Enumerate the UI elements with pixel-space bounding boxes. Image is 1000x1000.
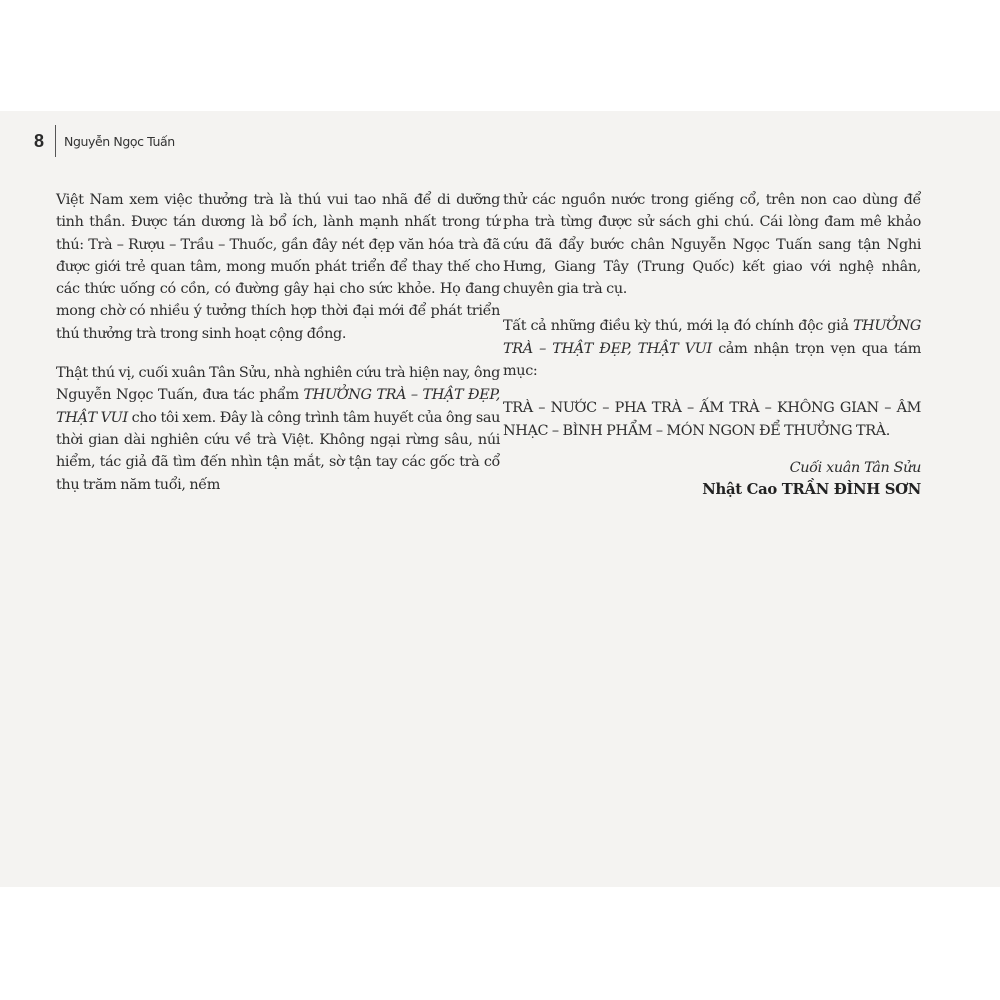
header-divider [55, 125, 56, 157]
text-segment: Thật thú vị, cuối xuân Tân Sửu, nhà nghiên cứu trà hiện nay, ông Nguyễn Ngọc Tuấn, đưa tác phẩm [56, 365, 500, 404]
text-segment: Tất cả những điều kỳ thú, mới lạ đó chính độc giả [503, 318, 853, 335]
paragraph-book-presentation [56, 362, 500, 496]
paragraph-intro: Việt Nam xem việc thưởng trà là thú vui tao nhã để di dưỡng tinh thần. Được tán dương là bổ ích, lành mạnh nhất trong tứ thú: Trà – Rượu – Trầu – Thuốc, gần đây nét đẹp văn hóa trà đã được giới trẻ quan tâm, mong muốn phát triển để thay thế cho các thức uống có cồn, có đường gây hại cho sức khỏe. Họ đang mong chờ có nhiều ý tưởng thích hợp thời đại mới để phát triển thú thưởng trà trong sinh hoạt cộng đồng. [56, 192, 500, 342]
book-page [0, 111, 1000, 887]
signature-block [503, 457, 921, 501]
book-title-italic: THƯỞNG TRÀ – THẬT ĐẸP, THẬT VUI [503, 318, 921, 357]
left-column [56, 189, 500, 496]
signature-author: Nhật Cao TRẦN ĐÌNH SƠN [702, 480, 921, 498]
page-header [34, 125, 175, 157]
signature-date: Cuối xuân Tân Sửu [789, 459, 921, 476]
page-number: 8 [34, 130, 45, 151]
paragraph-continuation: thử các nguồn nước trong giếng cổ, trên non cao dùng để pha trà từng được sử sách ghi chú. Cái lòng đam mê khảo cứu đã đẩy bước chân Nguyễn Ngọc Tuấn sang tận Nghi Hưng, Giang Tây (Trung Quốc) kết giao với nghệ nhân, chuyên gia trà cụ. [503, 192, 921, 298]
text-segment: cảm nhận trọn vẹn qua tám mục: [503, 340, 922, 380]
paragraph-summary [503, 315, 921, 382]
text-segment: cho tôi xem. Đây là công trình tâm huyết của ông sau thời gian dài nghiên cứu về trà Việt. Không ngại rừng sâu, núi hiểm, tác giả đã tìm đến nhìn tận mắt, sờ tận tay các gốc trà cổ thụ trăm năm tuổi, nếm [56, 409, 500, 493]
running-head-author: Nguyễn Ngọc Tuấn [64, 133, 175, 149]
right-column [503, 189, 921, 501]
book-title-italic: THƯỞNG TRÀ – THẬT ĐẸP, THẬT VUI [56, 387, 500, 426]
paragraph-chapter-list: TRÀ – NƯỚC – PHA TRÀ – ẤM TRÀ – KHÔNG GIAN – ÂM NHẠC – BÌNH PHẨM – MÓN NGON ĐỂ THƯỞNG TRÀ. [503, 400, 921, 439]
